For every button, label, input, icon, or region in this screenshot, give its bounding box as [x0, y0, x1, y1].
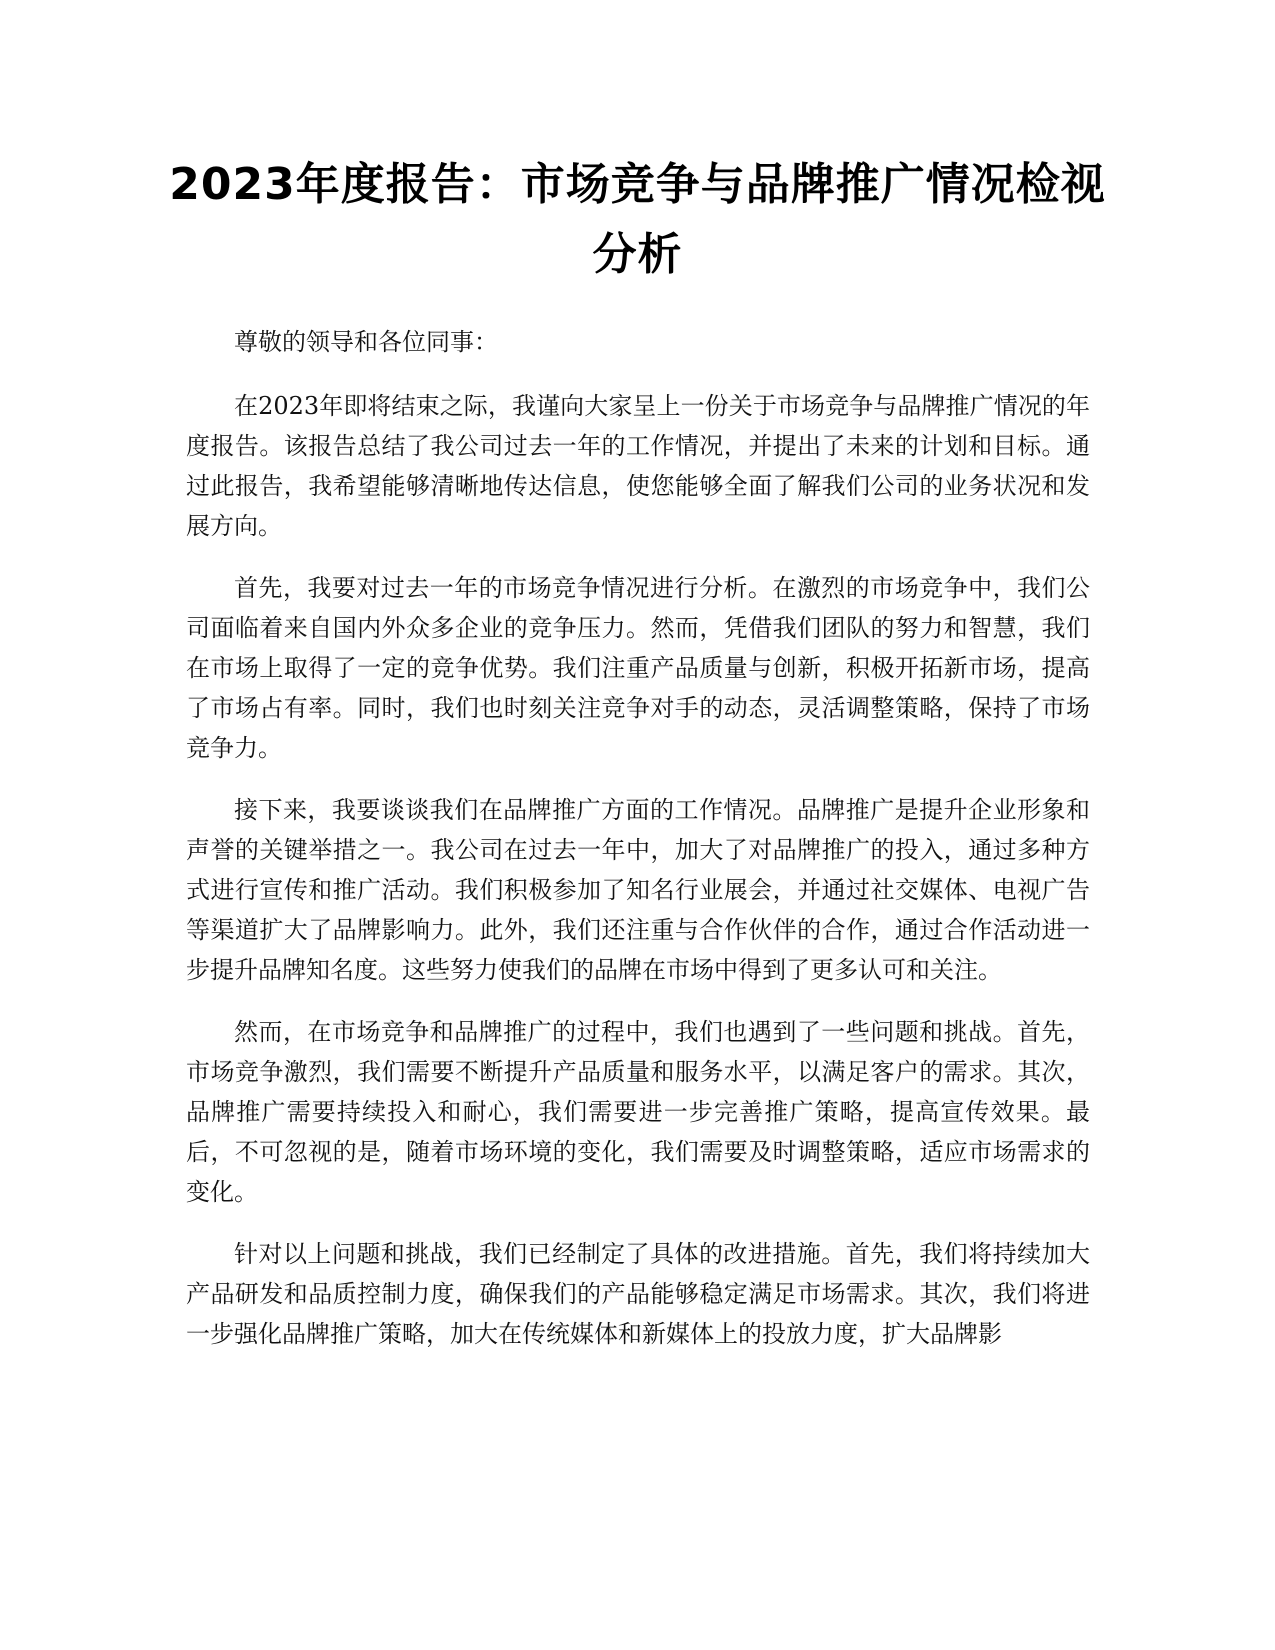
paragraph-improvements: 针对以上问题和挑战，我们已经制定了具体的改进措施。首先，我们将持续加大产品研发和品质控制力度，确保我们的产品能够稳定满足市场需求。其次，我们将进一步强化品牌推广策略，加大在传统媒体和新媒体上的投放力度，扩大品牌影	[186, 1240, 1090, 1348]
paragraph-brand-promotion: 接下来，我要谈谈我们在品牌推广方面的工作情况。品牌推广是提升企业形象和声誉的关键举措之一。我公司在过去一年中，加大了对品牌推广的投入，通过多种方式进行宣传和推广活动。我们积极参加了知名行业展会，并通过社交媒体、电视广告等渠道扩大了品牌影响力。此外，我们还注重与合作伙伴的合作，通过合作活动进一步提升品牌知名度。这些努力使我们的品牌在市场中得到了更多认可和关注。	[186, 796, 1090, 984]
paragraph-market-competition: 首先，我要对过去一年的市场竞争情况进行分析。在激烈的市场竞争中，我们公司面临着来自国内外众多企业的竞争压力。然而，凭借我们团队的努力和智慧，我们在市场上取得了一定的竞争优势。我们注重产品质量与创新，积极开拓新市场，提高了市场占有率。同时，我们也时刻关注竞争对手的动态，灵活调整策略，保持了市场竞争力。	[186, 574, 1090, 762]
document-title: 2023年度报告：市场竞争与品牌推广情况检视分析	[169, 159, 1106, 280]
salutation: 尊敬的领导和各位同事：	[234, 328, 498, 356]
paragraph-intro: 在2023年即将结束之际，我谨向大家呈上一份关于市场竞争与品牌推广情况的年度报告。该报告总结了我公司过去一年的工作情况，并提出了未来的计划和目标。通过此报告，我希望能够清晰地传达信息，使您能够全面了解我们公司的业务状况和发展方向。	[186, 392, 1090, 540]
document-body	[186, 322, 1090, 1376]
paragraph-challenges: 然而，在市场竞争和品牌推广的过程中，我们也遇到了一些问题和挑战。首先，市场竞争激烈，我们需要不断提升产品质量和服务水平，以满足客户的需求。其次，品牌推广需要持续投入和耐心，我们需要进一步完善推广策略，提高宣传效果。最后，不可忽视的是，随着市场环境的变化，我们需要及时调整策略，适应市场需求的变化。	[186, 1018, 1090, 1206]
